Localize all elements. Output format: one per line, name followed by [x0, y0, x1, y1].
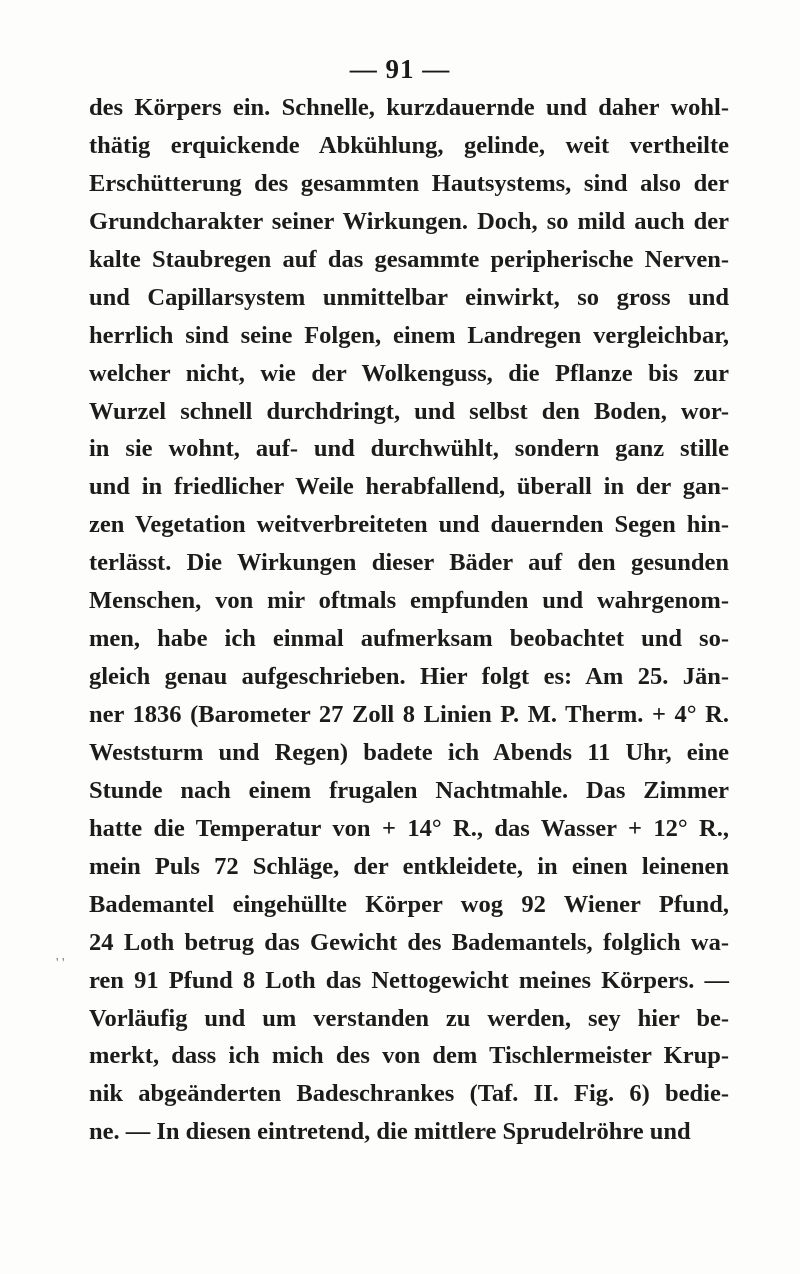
text-line: herrlich sind seine Folgen, einem Landregen vergleichbar,	[89, 321, 729, 349]
text-line: Menschen, von mir oftmals empfunden und wahrgenom-	[89, 587, 729, 615]
text-line: welcher nicht, wie der Wolkenguss, die Pflanze bis zur	[89, 359, 729, 387]
text-line: 24 Loth betrug das Gewicht des Bademantels, folglich wa-	[89, 928, 729, 956]
text-line: nik abgeänderten Badeschrankes (Taf. II. Fig. 6) bedie-	[89, 1080, 729, 1108]
text-line: des Körpers ein. Schnelle, kurzdauernde und daher wohl-	[89, 94, 729, 121]
text-line: merkt, dass ich mich des von dem Tischlermeister Krup-	[89, 1042, 729, 1070]
text-line: gleich genau aufgeschrieben. Hier folgt es: Am 25. Jän-	[89, 663, 729, 691]
text-line: Erschütterung des gesammten Hautsystems, sind also der	[89, 169, 729, 197]
text-line: ren 91 Pfund 8 Loth das Nettogewicht meines Körpers. —	[89, 966, 729, 994]
text-line: Stunde nach einem frugalen Nachtmahle. Das Zimmer	[89, 776, 729, 804]
text-line: in sie wohnt, auf- und durchwühlt, sondern ganz stille	[89, 435, 729, 463]
body-text	[89, 89, 729, 1151]
page-number: — 91 —	[349, 54, 451, 84]
text-line: kalte Staubregen auf das gesammte peripherische Nerven-	[89, 245, 729, 273]
text-line: zen Vegetation weitverbreiteten und dauernden Segen hin-	[89, 511, 729, 539]
text-line: thätig erquickende Abkühlung, gelinde, weit vertheilte	[89, 131, 729, 159]
text-line: hatte die Temperatur von + 14° R., das Wasser + 12° R.,	[89, 814, 729, 842]
text-line: ne. — In diesen eintretend, die mittlere Sprudelröhre und	[89, 1118, 691, 1146]
text-line: und Capillarsystem unmittelbar einwirkt, so gross und	[89, 283, 729, 311]
margin-mark: ' '	[56, 956, 65, 971]
text-line: terlässt. Die Wirkungen dieser Bäder auf den gesunden	[89, 549, 729, 577]
text-line: ner 1836 (Barometer 27 Zoll 8 Linien P. M. Therm. + 4° R.	[89, 701, 729, 728]
text-line: Wurzel schnell durchdringt, und selbst den Boden, wor-	[89, 397, 729, 425]
text-line: Bademantel eingehüllte Körper wog 92 Wiener Pfund,	[89, 890, 729, 918]
text-line: Vorläufig und um verstanden zu werden, sey hier be-	[89, 1004, 729, 1032]
text-line: Grundcharakter seiner Wirkungen. Doch, so mild auch der	[89, 207, 729, 235]
text-line: mein Puls 72 Schläge, der entkleidete, in einen leinenen	[89, 852, 729, 880]
text-line: men, habe ich einmal aufmerksam beobachtet und so-	[89, 625, 729, 653]
text-line: und in friedlicher Weile herabfallend, überall in der gan-	[89, 473, 729, 501]
text-line: Weststurm und Regen) badete ich Abends 11 Uhr, eine	[89, 738, 729, 766]
